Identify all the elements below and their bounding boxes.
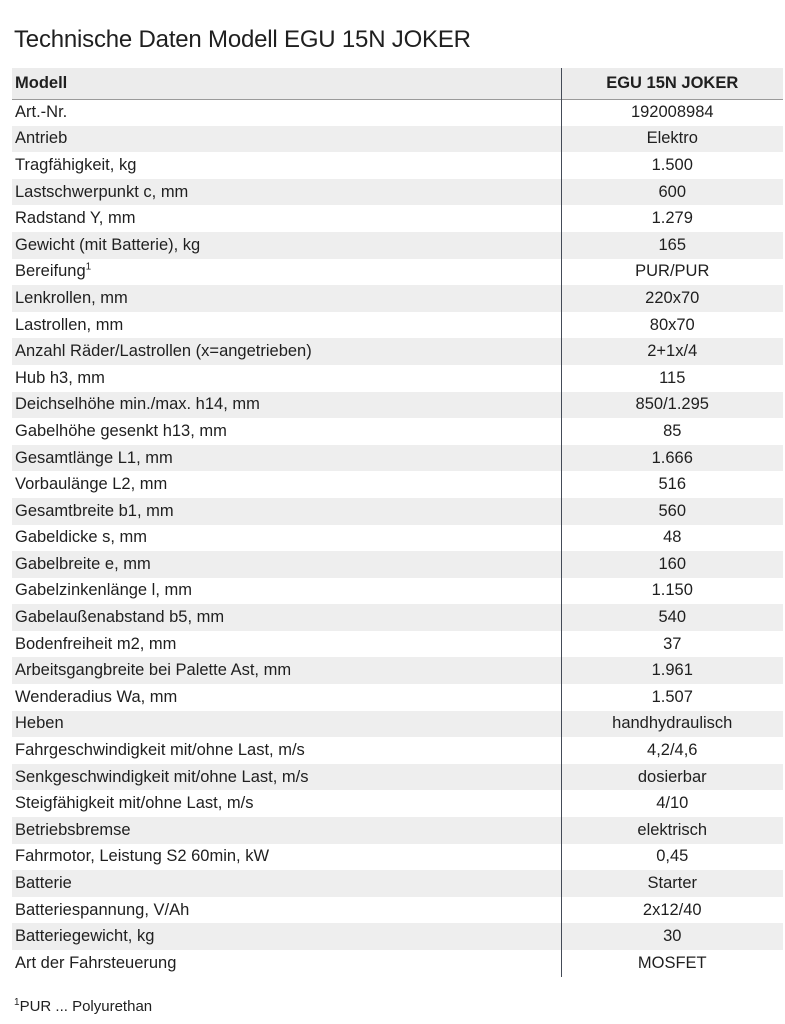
- row-value: elektrisch: [561, 817, 783, 844]
- row-label: Gewicht (mit Batterie), kg: [15, 235, 201, 254]
- row-label: Senkgeschwindigkeit mit/ohne Last, m/s: [15, 767, 309, 786]
- row-value: 80x70: [561, 312, 783, 339]
- row-value: 4,2/4,6: [561, 737, 783, 764]
- row-label-cell: [12, 764, 561, 791]
- row-value: 600: [561, 179, 783, 206]
- table-row: [12, 737, 783, 764]
- row-label: Batteriespannung, V/Ah: [15, 900, 190, 919]
- row-label: Batteriegewicht, kg: [15, 927, 155, 946]
- row-label: Tragfähigkeit, kg: [15, 155, 137, 174]
- table-row: [12, 285, 783, 312]
- table-row: [12, 445, 783, 472]
- row-value: Elektro: [561, 126, 783, 153]
- row-label: Betriebsbremse: [15, 820, 131, 839]
- row-label: Lenkrollen, mm: [15, 288, 128, 307]
- row-value: 1.507: [561, 684, 783, 711]
- row-label: Anzahl Räder/Lastrollen (x=angetrieben): [15, 342, 312, 361]
- page-title: Technische Daten Modell EGU 15N JOKER: [14, 26, 471, 54]
- table-row: [12, 126, 783, 153]
- row-value: 165: [561, 232, 783, 259]
- table-row: [12, 205, 783, 232]
- row-label-cell: [12, 445, 561, 472]
- row-label: Art.-Nr.: [15, 103, 68, 122]
- row-label-cell: [12, 737, 561, 764]
- row-value: 0,45: [561, 844, 783, 871]
- row-label-cell: [12, 471, 561, 498]
- header-label: Modell: [15, 73, 68, 92]
- row-label: Art der Fahrsteuerung: [15, 953, 177, 972]
- table-row: [12, 551, 783, 578]
- row-label-cell: [12, 126, 561, 153]
- table-row: [12, 711, 783, 738]
- row-label: Arbeitsgangbreite bei Palette Ast, mm: [15, 661, 292, 680]
- row-label: Fahrmotor, Leistung S2 60min, kW: [15, 847, 270, 866]
- table-row: [12, 471, 783, 498]
- row-value: 1.666: [561, 445, 783, 472]
- row-value: 160: [561, 551, 783, 578]
- header-model: EGU 15N JOKER: [561, 68, 783, 99]
- row-label: Lastrollen, mm: [15, 315, 124, 334]
- row-label-cell: [12, 312, 561, 339]
- table-row: [12, 604, 783, 631]
- table-row: [12, 578, 783, 605]
- row-label-cell: [12, 259, 561, 286]
- row-label: Wenderadius Wa, mm: [15, 687, 178, 706]
- row-label-cell: [12, 844, 561, 871]
- table-row: [12, 897, 783, 924]
- table-header-row: [12, 68, 783, 99]
- row-label-cell: [12, 525, 561, 552]
- table-row: [12, 179, 783, 206]
- row-label: Radstand Y, mm: [15, 209, 136, 228]
- row-value: 1.279: [561, 205, 783, 232]
- table-row: [12, 152, 783, 179]
- row-label-cell: [12, 418, 561, 445]
- row-value: PUR/PUR: [561, 259, 783, 286]
- row-value: 1.150: [561, 578, 783, 605]
- row-label-cell: [12, 711, 561, 738]
- row-label: Gabelaußenabstand b5, mm: [15, 608, 225, 627]
- row-label: Batterie: [15, 874, 72, 893]
- row-label-cell: [12, 285, 561, 312]
- table-row: [12, 418, 783, 445]
- row-label-cell: [12, 179, 561, 206]
- row-label: Steigfähigkeit mit/ohne Last, m/s: [15, 794, 254, 813]
- row-label: Gabelzinkenlänge l, mm: [15, 581, 193, 600]
- table-row: [12, 232, 783, 259]
- row-value: 2+1x/4: [561, 338, 783, 365]
- row-label-cell: [12, 152, 561, 179]
- row-value: 560: [561, 498, 783, 525]
- row-value: 2x12/40: [561, 897, 783, 924]
- row-value: 85: [561, 418, 783, 445]
- spec-body: [12, 99, 783, 977]
- table-row: [12, 870, 783, 897]
- table-row: [12, 312, 783, 339]
- table-row: [12, 657, 783, 684]
- row-label-cell: [12, 790, 561, 817]
- row-label: Deichselhöhe min./max. h14, mm: [15, 395, 260, 414]
- table-row: [12, 817, 783, 844]
- row-value: MOSFET: [561, 950, 783, 977]
- table-row: [12, 498, 783, 525]
- row-label: Bereifung: [15, 262, 86, 281]
- row-label: Gabelhöhe gesenkt h13, mm: [15, 421, 227, 440]
- row-value: 4/10: [561, 790, 783, 817]
- row-label-cell: [12, 870, 561, 897]
- table-row: [12, 790, 783, 817]
- footnote-text: PUR ... Polyurethan: [19, 998, 153, 1015]
- table-row: [12, 259, 783, 286]
- table-row: [12, 844, 783, 871]
- row-value: 220x70: [561, 285, 783, 312]
- row-label: Lastschwerpunkt c, mm: [15, 182, 189, 201]
- row-value: 516: [561, 471, 783, 498]
- table-row: [12, 764, 783, 791]
- row-label-cell: [12, 604, 561, 631]
- row-label-cell: [12, 551, 561, 578]
- row-label: Gesamtlänge L1, mm: [15, 448, 173, 467]
- row-label-cell: [12, 205, 561, 232]
- table-row: [12, 392, 783, 419]
- row-value: 540: [561, 604, 783, 631]
- row-label-cell: [12, 950, 561, 977]
- row-label-cell: [12, 365, 561, 392]
- row-label: Gabelbreite e, mm: [15, 554, 151, 573]
- row-value: dosierbar: [561, 764, 783, 791]
- row-label: Fahrgeschwindigkeit mit/ohne Last, m/s: [15, 741, 305, 760]
- row-value: 192008984: [561, 99, 783, 126]
- row-label-cell: [12, 99, 561, 126]
- row-value: 1.500: [561, 152, 783, 179]
- row-label: Gesamtbreite b1, mm: [15, 501, 174, 520]
- row-label-cell: [12, 817, 561, 844]
- row-label: Vorbaulänge L2, mm: [15, 475, 168, 494]
- row-label: Heben: [15, 714, 64, 733]
- footnote: [14, 998, 152, 1015]
- spec-table: [12, 68, 783, 977]
- row-value: Starter: [561, 870, 783, 897]
- table-row: [12, 923, 783, 950]
- row-label-cell: [12, 498, 561, 525]
- row-label-cell: [12, 338, 561, 365]
- table-row: [12, 631, 783, 658]
- table-row: [12, 365, 783, 392]
- row-label-cell: [12, 657, 561, 684]
- footnote-marker: 1: [14, 997, 20, 1008]
- row-label: Hub h3, mm: [15, 368, 105, 387]
- row-value: 850/1.295: [561, 392, 783, 419]
- row-value: 48: [561, 525, 783, 552]
- row-value: 115: [561, 365, 783, 392]
- row-label-cell: [12, 392, 561, 419]
- row-label-cell: [12, 578, 561, 605]
- footnote-ref: 1: [85, 261, 92, 273]
- row-value: 30: [561, 923, 783, 950]
- row-label: Bodenfreiheit m2, mm: [15, 634, 177, 653]
- table-row: [12, 525, 783, 552]
- table-row: [12, 338, 783, 365]
- row-label-cell: [12, 631, 561, 658]
- row-label-cell: [12, 232, 561, 259]
- row-label-cell: [12, 684, 561, 711]
- table-row: [12, 950, 783, 977]
- row-label-cell: [12, 897, 561, 924]
- table-row: [12, 684, 783, 711]
- table-row: [12, 99, 783, 126]
- row-label: Antrieb: [15, 129, 68, 148]
- row-value: handhydraulisch: [561, 711, 783, 738]
- row-value: 1.961: [561, 657, 783, 684]
- row-label-cell: [12, 923, 561, 950]
- row-value: 37: [561, 631, 783, 658]
- row-label: Gabeldicke s, mm: [15, 528, 148, 547]
